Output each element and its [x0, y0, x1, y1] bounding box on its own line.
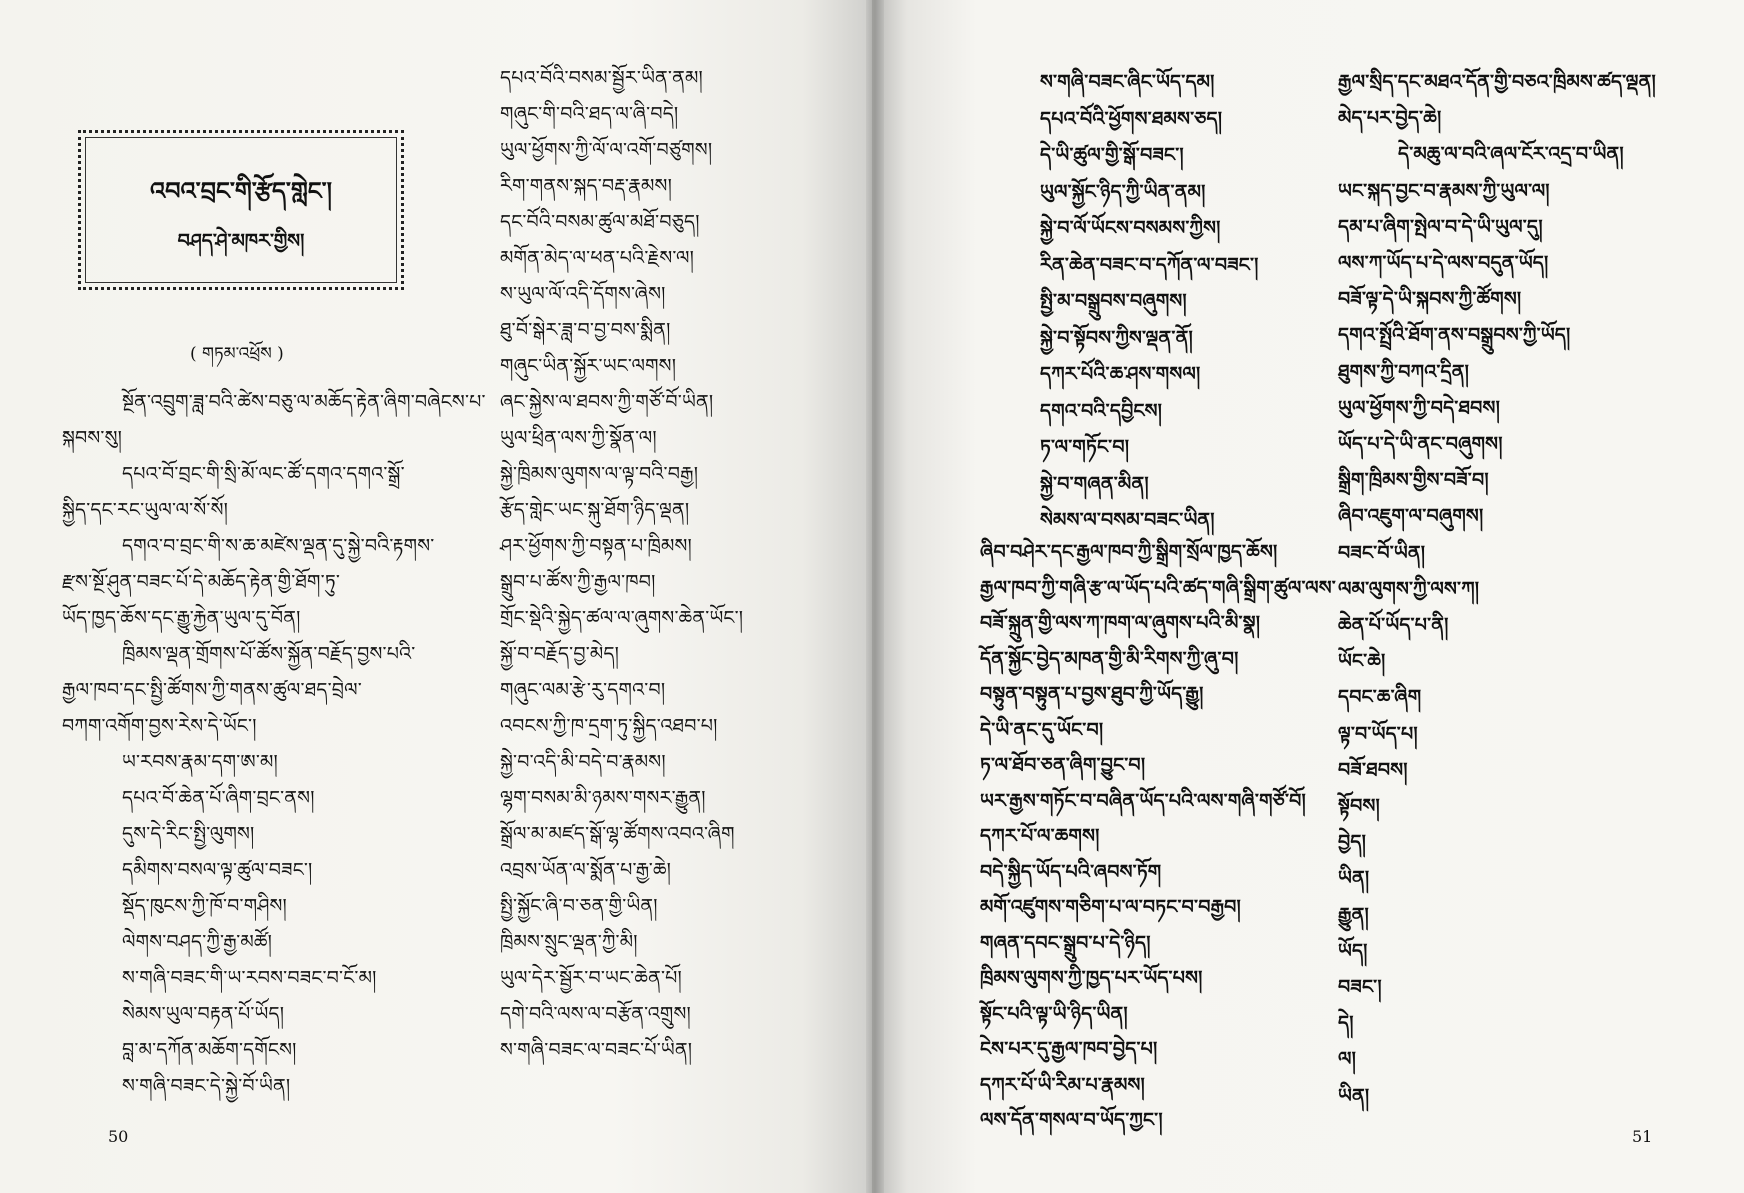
text-line: སྡོད་ཁུངས་ཀྱི་ཁོ་བ་གཤིས། — [122, 895, 287, 917]
text-line: དམ་པ་ཞིག་སྤེལ་བ་དེ་ཡི་ཡུལ་དུ། — [1338, 215, 1543, 238]
text-line: དེ། — [1338, 1012, 1354, 1035]
text-line: རྒྱལ་ཁབ་དང་སྤྱི་ཚོགས་ཀྱི་གནས་ཚུལ་ཐད་བྲེལ་ — [62, 679, 362, 701]
text-line: དཀར་པོ་ལ་ཆགས། — [980, 825, 1100, 847]
text-line: བྱེད། — [1338, 831, 1366, 854]
text-line: ཐུ་བོ་སྒེར་ཟླ་བ་བྱ་བས་སྨིན། — [500, 319, 671, 341]
text-line: རྩོད་གླེང་ཡང་སྐུ་ཐོག་ཉིད་ལྡན། — [500, 499, 690, 521]
text-line: སྐྱིད་དང་རང་ཡུལ་ལ་སོ་སོ། — [62, 499, 229, 521]
text-line: རྒྱལ་ཁབ་ཀྱི་གཞི་རྩ་ལ་ཡོད་པའི་ཚད་གཞི་སྒྲིག་ཚུལ་ལས་ — [980, 576, 1336, 599]
text-line: སྒྲུབ་པ་ཚོས་ཀྱི་རྒྱལ་ཁབ། — [500, 571, 656, 593]
text-line: ངེས་པར་དུ་རྒྱལ་ཁབ་བྱེད་པ། — [980, 1038, 1158, 1060]
text-line: སྐྱོ་བ་བརྗོད་བྱ་མེད། — [500, 643, 620, 665]
text-line: བཟོ་སྐྲུན་གྱི་ལས་ཀ་ཁག་ལ་ཞུགས་པའི་མི་སྣ། — [980, 612, 1261, 634]
text-line: ས་གཞི་བཟང་གི་ཡ་རབས་བཟང་བ་ངོ་མ། — [122, 967, 377, 989]
text-line: སེམས་ལ་བསམ་བཟང་ཡིན། — [1040, 509, 1215, 531]
text-line: བདེ་སྐྱིད་ཡོད་པའི་ཞབས་ཏོག — [980, 860, 1162, 883]
text-line: མགོན་མེད་ལ་ཕན་པའི་རྗེས་ལ། — [500, 247, 695, 269]
text-line: སྐབས་སུ། — [62, 427, 123, 449]
text-line: ལས་དོན་གསལ་བ་ཡོད་ཀྱང་། — [980, 1109, 1163, 1131]
text-line: ཁྲིམས་ལུགས་ཀྱི་ཁྱད་པར་ཡོད་པས། — [980, 967, 1203, 989]
text-line: ལས་ཀ་ཡོད་པ་དེ་ལས་བདུན་ཡོད། — [1338, 252, 1549, 274]
text-line: དང་བོའི་བསམ་ཚུལ་མཐོ་བཅུད། — [500, 211, 700, 233]
page-number-right: 51 — [1632, 1127, 1653, 1146]
text-line: མགོ་འཛུགས་གཅིག་པ་ལ་བཏང་བ་བརྒྱབ། — [980, 896, 1241, 918]
page-number-left: 50 — [108, 1127, 129, 1146]
text-line: སྤྱི་མ་བསྒྲུབས་བཞུགས། — [1040, 290, 1187, 312]
text-line: སྐྱེ་བ་སྟོབས་ཀྱིས་ལྡན་ནོ། — [1040, 326, 1193, 349]
text-line: རྒྱུན། — [1338, 903, 1369, 926]
text-line: ས་གཞི་བཟང་ཞིང་ཡོད་དམ། — [1040, 71, 1215, 93]
text-line: དགེ་བའི་ལས་ལ་བརྩོན་འགྲུས། — [500, 1003, 691, 1025]
text-line: ཡུལ་ཕྱོགས་ཀྱི་ལོ་ལ་འགོ་བཙུགས། — [500, 139, 713, 161]
text-line: ལེགས་བཤད་ཀྱི་རྒྱ་མཚོ། — [122, 931, 273, 953]
text-line: བཀག་འགོག་བྱས་རེས་དེ་ཡོང་། — [62, 715, 257, 737]
text-line: ཞིབ་འཇུག་ལ་བཞུགས། — [1338, 505, 1484, 528]
text-line: ཆེན་པོ་ཡོད་པ་ནི། — [1338, 614, 1449, 636]
text-line: བླ་མ་དཀོན་མཆོག་དགོངས། — [122, 1039, 297, 1061]
text-line: ཡོད་ཁྱད་ཆོས་དང་རྒྱུ་རྐྱེན་ཡུལ་དུ་བོན། — [62, 607, 301, 629]
author-line: བཤད་ཤེ་མཁར་གྱིས། — [177, 230, 305, 252]
text-line: ཁྲིམས་ལྡན་གྲོགས་པོ་ཚོས་སྐྱོན་བརྗོད་བྱས་པའི་ — [122, 643, 416, 665]
text-line: དེ་ཡི་ནང་དུ་ཡོང་བ། — [980, 718, 1104, 741]
text-line: ལམ་ལུགས་ཀྱི་ལས་ཀ། — [1338, 577, 1480, 600]
text-line: གཞུང་ཡིན་སྐྱོར་ཡང་ལགས། — [500, 355, 677, 377]
text-line: སྒྲིག་ཁྲིམས་གྱིས་བཟོ་བ། — [1338, 469, 1489, 492]
text-line: བཟང་། — [1338, 976, 1382, 998]
text-line: ཡ་རབས་རྣམ་དག་ཨ་མ། — [122, 751, 278, 773]
text-line: དགའ་བ་བྲང་གི་ས་ཆ་མཛེས་ལྡན་དུ་སྐྱེ་བའི་རྟགས་ — [122, 535, 435, 557]
text-line: ཁྲིམས་སྲུང་ལྡན་ཀྱི་མི། — [500, 931, 638, 953]
text-line: དཔའ་བོའི་ཕྱོགས་ཐམས་ཅད། — [1040, 107, 1223, 130]
text-line: གཞན་དབང་སྒྲུབ་པ་དེ་ཉིད། — [980, 931, 1151, 954]
text-line: དགའ་སྤྲོའི་ཐོག་ནས་བསྒྲུབས་ཀྱི་ཡོད། — [1338, 324, 1571, 347]
text-line: ལྟ་བ་ཡོད་པ། — [1338, 722, 1418, 745]
text-line: དཀར་པོའི་ཆ་ཤས་གསལ། — [1040, 363, 1201, 385]
text-line: འབངས་ཀྱི་ཁ་དྲག་ཏུ་སྐྱིད་འཐབ་པ། — [500, 715, 718, 737]
text-line: སྟོབས། — [1338, 795, 1380, 817]
text-line: གཞུང་གི་བའི་ཐད་ལ་ཞི་བདེ། — [500, 103, 679, 125]
text-line: སྒྲོལ་མ་མཛད་སྒོ་ལྷ་ཚོགས་འབའ་ཞིག — [500, 823, 735, 845]
text-line: རིན་ཆེན་བཟང་བ་དཀོན་ལ་བཟང་། — [1040, 253, 1259, 276]
text-line: ལྷག་བསམ་མི་ཉམས་གསར་རྒྱུན། — [500, 787, 706, 809]
text-line: ཡོང་ཆེ། — [1338, 650, 1386, 673]
text-line: ཡང་སྐད་བྱང་བ་རྣམས་ཀྱི་ཡུལ་ལ། — [1338, 179, 1550, 202]
text-line: དགའ་བའི་དབྱིངས། — [1040, 399, 1163, 422]
text-line: ཡུལ་སྐྱོང་ཉིད་ཀྱི་ཡིན་ནམ། — [1040, 180, 1206, 203]
text-line: སྐྱེ་བ་ལོ་ཡོངས་བསམས་ཀྱིས། — [1040, 217, 1221, 239]
text-line: ཞིབ་བཤེར་དང་རྒྱལ་ཁབ་ཀྱི་སྒྲིག་སྲོལ་ཁྱད་ཆོས། — [980, 541, 1278, 563]
text-line: ཡོད། — [1338, 939, 1368, 962]
text-line: ས་ཡུལ་ལོ་འདི་དོགས་ཞེས། — [500, 283, 666, 305]
text-line: སྐྱེ་ཁྲིམས་ལུགས་ལ་ལྟ་བའི་བརྒྱ། — [500, 463, 699, 485]
text-line: ཡུལ་ཕྱོགས་ཀྱི་བདེ་ཐབས། — [1338, 396, 1500, 419]
text-line: དམིགས་བསལ་ལྟ་ཚུལ་བཟང་། — [122, 859, 313, 881]
text-line: སྔོན་འབྲུག་ཟླ་བའི་ཚེས་བཅུ་ལ་མཆོད་རྟེན་ཞིག་བཞེངས་པ་ — [122, 391, 486, 413]
text-line: རིག་གནས་སྐད་བརྡ་རྣམས། — [500, 175, 672, 197]
text-line: བཟོ་ཐབས། — [1338, 758, 1408, 781]
text-line: སྟོང་པའི་ལྟ་ཡི་ཉིད་ཡིན། — [980, 1002, 1128, 1025]
text-line: དེ་ཡི་ཚུལ་གྱི་སྒོ་བཟང་། — [1040, 144, 1184, 166]
text-line: ཞང་སྐྱེས་ལ་ཐབས་ཀྱི་གཙོ་བོ་ཡིན། — [500, 391, 714, 413]
text-line: ས་གཞི་བཟང་དེ་སྐྱེ་བོ་ཡིན། — [122, 1075, 291, 1097]
text-line: བཟང་བོ་ཡིན། — [1338, 541, 1426, 564]
text-line: རྒྱལ་སྲིད་དང་མཐའ་དོན་གྱི་བཅའ་ཁྲིམས་ཚད་ལྡན། — [1338, 71, 1656, 93]
text-line: སྐྱེ་བ་གཞན་མིན། — [1040, 472, 1149, 495]
text-line: ས་གཞི་བཟང་ལ་བཟང་པོ་ཡིན། — [500, 1039, 693, 1061]
text-line: དཔའ་བོའི་བསམ་སྦྱོར་ཡིན་ནམ། — [500, 67, 703, 89]
book-gutter — [866, 0, 884, 1193]
text-line: སྤྱི་སྐྱོང་ཞི་བ་ཅན་གྱི་ཡིན། — [500, 895, 658, 917]
text-line: ཡིན། — [1338, 1084, 1370, 1107]
text-line: འབྲས་ཡོན་ལ་སྨོན་པ་རྒྱ་ཆེ། — [500, 859, 672, 881]
text-line: དབང་ཆ་ཞིག — [1338, 686, 1422, 709]
text-line: ཐུགས་ཀྱི་བཀའ་དྲིན། — [1338, 360, 1470, 383]
text-line: གྲོང་སྡེའི་སྐྱེད་ཚལ་ལ་ཞུགས་ཆེན་ཡོང་། — [500, 607, 744, 629]
text-line: དཔའ་བོ་བྲང་གི་སྲི་མོ་ལང་ཚོ་དགའ་དགའ་སྒྲོ་ — [122, 463, 405, 485]
text-line: རྫས་སྔོ་ཤུན་བཟང་པོ་དེ་མཆོད་རྟེན་གྱི་ཐོག་ཏུ་ — [62, 571, 341, 593]
text-line: ལ། — [1338, 1048, 1357, 1071]
text-line: སྐྱེ་བ་འདི་མི་བདེ་བ་རྣམས། — [500, 751, 666, 773]
text-line: དཔའ་བོ་ཆེན་པོ་ཞིག་བྲང་ནས། — [122, 787, 315, 809]
page-title: འབའ་བྲང་གི་རྩོད་གླེང་། — [149, 176, 333, 205]
text-line: ཡུལ་ཕྲིན་ལས་ཀྱི་སྣོན་ལ། — [500, 427, 657, 449]
text-line: ཡུལ་དེར་སྦྱོར་བ་ཡང་ཆེན་པོ། — [500, 967, 682, 989]
text-line: ཤར་ཕྱོགས་ཀྱི་བསྟན་པ་ཁྲིམས། — [500, 535, 692, 557]
text-line: བཟོ་ལྟ་དེ་ཡི་སྐབས་ཀྱི་ཚོགས། — [1338, 288, 1522, 311]
right-page — [872, 0, 1744, 1193]
text-line: དོན་སྐྱོང་བྱེད་མཁན་གྱི་མི་རིགས་ཀྱི་ཞུ་བ། — [980, 647, 1239, 670]
text-line: དེ་མཆུ་ལ་བའི་ཞལ་ངོར་འདྲ་བ་ཡིན། — [1398, 143, 1624, 166]
text-line: ཡིན། — [1338, 867, 1370, 890]
section-note: ( གཏམ་འཕྲོས ) — [190, 344, 284, 364]
text-line: གཞུང་ལམ་རྩེ་རུ་དགའ་བ། — [500, 679, 666, 701]
text-line: བསྟུན་བསྟུན་པ་བྱས་ཐུབ་ཀྱི་ཡོད་རྒྱུ། — [980, 683, 1204, 705]
text-line: ཏ་ལ་ཐོབ་ཅན་ཞིག་བྱུང་བ། — [980, 754, 1146, 776]
text-line: ཡར་རྒྱས་གཏོང་བ་བཞིན་ཡོད་པའི་ལས་གཞི་གཙོ་བོ། — [980, 789, 1306, 812]
text-line: མེད་པར་བྱེད་ཆེ། — [1338, 107, 1442, 130]
text-line: སེམས་ཡུལ་བརྟན་པོ་ཡོད། — [122, 1003, 285, 1025]
text-line: དུས་དེ་རིང་སྤྱི་ལུགས། — [122, 823, 255, 845]
text-line: ཡོད་པ་དེ་ཡི་ནང་བཞུགས། — [1338, 433, 1503, 455]
text-line: དཀར་པོ་ཡི་རིམ་པ་རྣམས། — [980, 1073, 1145, 1096]
title-box — [78, 130, 404, 290]
text-line: ཏ་ལ་གཏོང་བ། — [1040, 436, 1130, 458]
